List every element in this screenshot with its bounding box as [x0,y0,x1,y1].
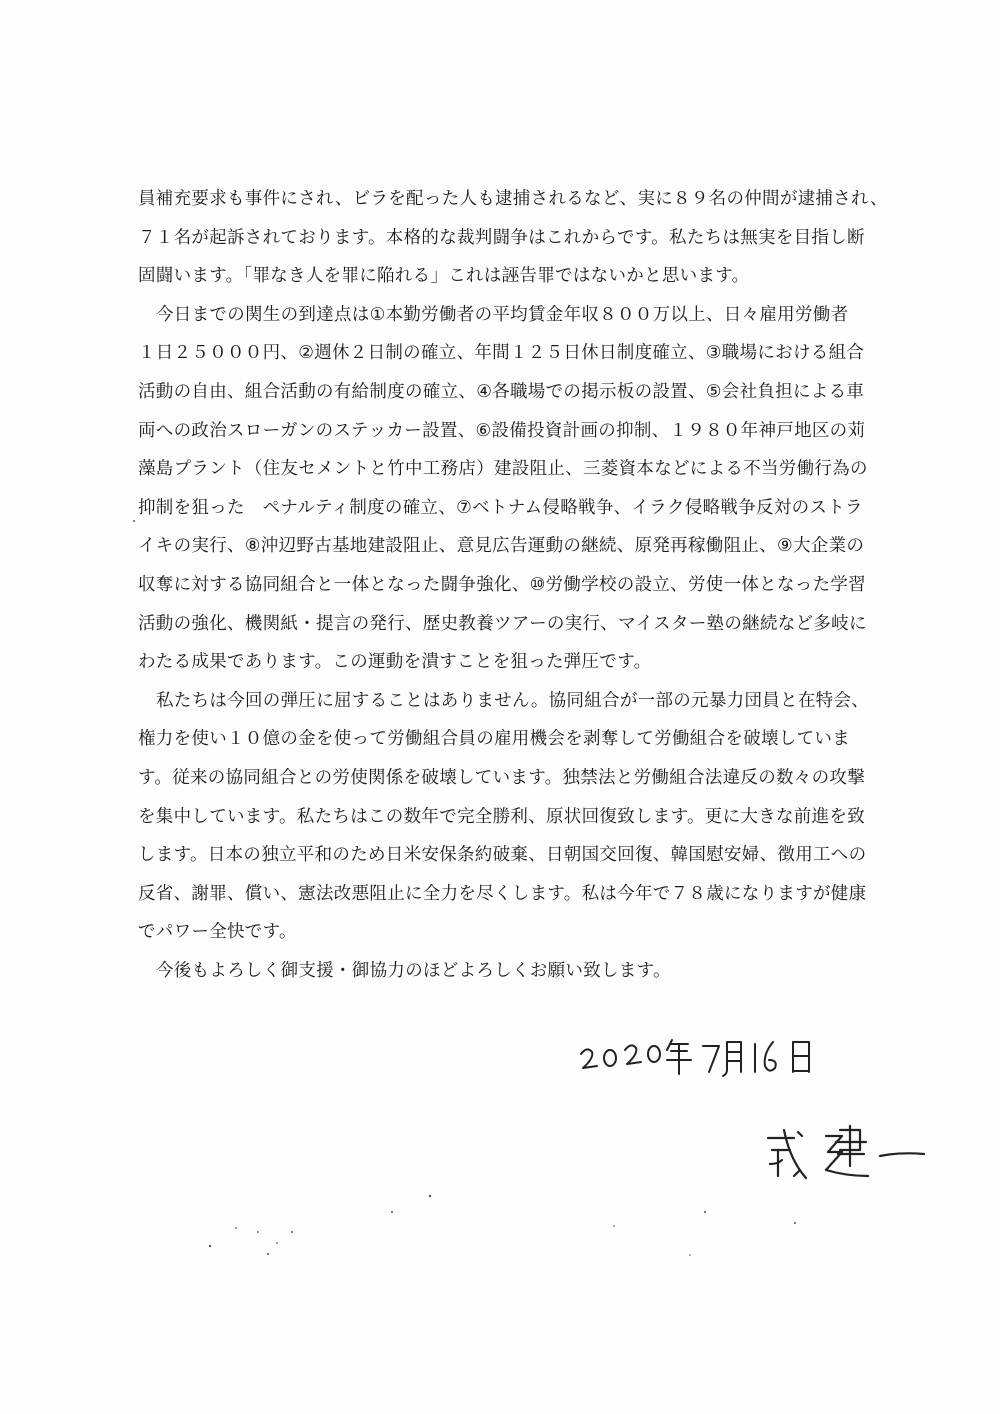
text-line: イキの実行、⑧沖辺野古基地建設阻止、意見広告運動の継続、原発再稼働阻止、⑨大企業の [138,536,865,557]
paragraph-start-line: 私たちは今回の弾圧に屈することはありません。協同組合が一部の元暴力団員と在特会、 [156,690,870,711]
text-line: 権力を使い１０億の金を使って労働組合員の雇用機会を剥奪して労働組合を破壊していま [138,729,850,750]
text-line: 員補充要求も事件にされ、ビラを配った人も逮捕されるなど、実に８９名の仲間が逮捕され、 [138,189,888,209]
text-line: 固闘います。「罪なき人を罪に陥れる」これは誣告罪ではないかと思います。 [138,266,750,287]
text-line: でパワー全快です。 [138,922,297,943]
text-line: 両への政治スローガンのステッカー設置、⑥設備投資計画の抑制、１９８０年神戸地区の苅 [138,420,866,441]
paragraph-start-line: 今日までの関生の到達点は①本勤労働者の平均賃金年収８００万以上、日々雇用労働者 [156,304,849,325]
text-line: ７１名が起訴されております。本格的な裁判闘争はこれからです。私たちは無実を目指し断 [138,227,865,248]
letter-body [138,180,888,990]
text-line: １日２５０００円、②週休２日制の確立、年間１２５日休日制度確立、③職場における組合 [138,343,865,364]
closing-line: 今後もよろしく御支援・御協力のほどよろしくお願い致します。 [156,960,671,981]
text-line: 活動の強化、機関紙・提言の発行、歴史教養ツアーの実行、マイスター塾の継続など多岐に [138,613,867,634]
text-line: します。日本の独立平和のため日米安保条約破棄、日朝国交回復、韓国慰安婦、徴用工への [138,845,867,866]
text-line: す。従来の協同組合との労使関係を破壊しています。独禁法と労働組合法違反の数々の攻撃 [138,767,865,788]
text-line: わたる成果であります。この運動を潰すことを狙った弾圧です。 [138,652,652,673]
text-line: 収奪に対する協同組合と一体となった闘争強化、⑩労働学校の設立、労使一体となった学習 [138,574,866,595]
text-line: 反省、謝罪、償い、憲法改悪阻止に全力を尽くします。私は今年で７８歳になりますが健康 [138,883,867,904]
text-line: 活動の自由、組合活動の有給制度の確立、④各職場での掲示板の設置、⑤会社負担による車 [138,381,865,402]
text-line: を集中しています。私たちはこの数年で完全勝利、原状回復致します。更に大きな前進を致 [138,806,865,827]
text-line: 藻島プラント（住友セメントと竹中工務店）建設阻止、三菱資本などによる不当労働行為の [138,459,868,480]
text-line: 抑制を狙った ペナルティ制度の確立、⑦ベトナム侵略戦争、イラク侵略戦争反対のストラ [138,497,863,518]
handwritten-date [575,1030,835,1080]
handwritten-signature [760,1120,930,1190]
